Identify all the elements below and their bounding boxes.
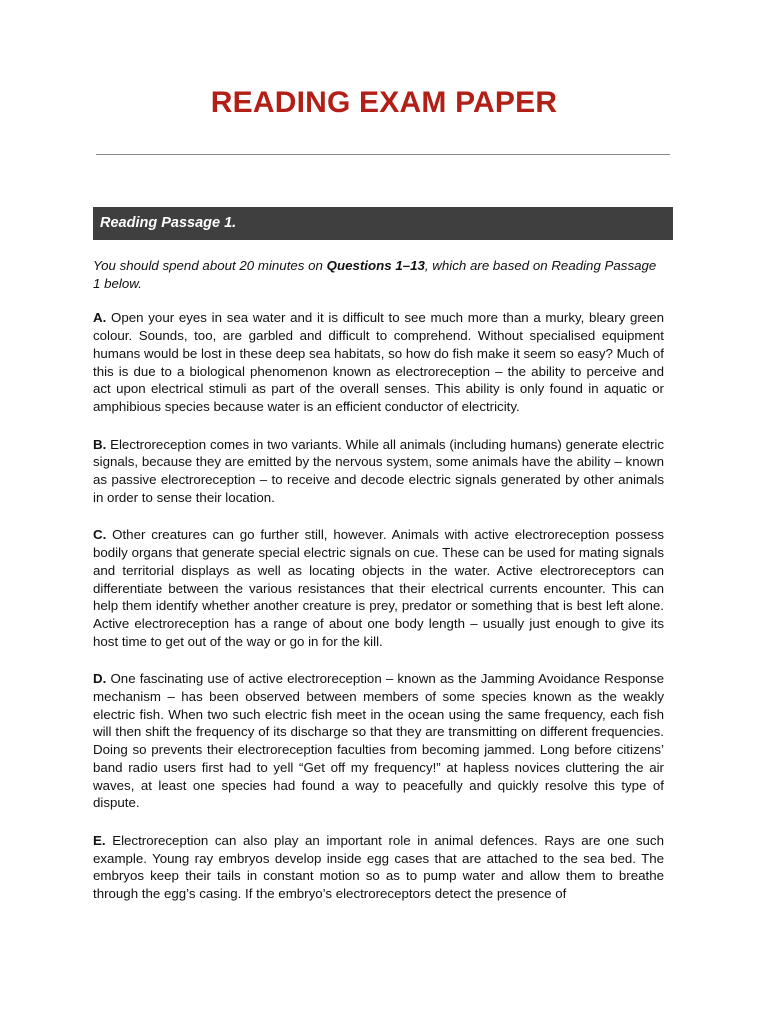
paragraph-c — [93, 526, 664, 650]
title-divider — [96, 154, 670, 155]
instructions-questions: Questions 1–13 — [326, 258, 425, 273]
paragraph-e — [93, 832, 664, 903]
paragraph-text: Other creatures can go further still, however. Animals with active electroreception possess bodily organs that generate special electric signals on cue. These can be used for mating signals and territorial displays as well as locating objects in the water. Active electroreceptors can differentiate between the various resistances that their electrical currents encounter. This can help them identify whether another creature is prey, predator or something that is best left alone. Active electroreception has a range of about one body length – usually just enough to give its host time to get out of the way or go in for the kill. — [93, 527, 664, 649]
instructions-suffix: , which are based on Reading Passage 1 below. — [93, 258, 657, 291]
paragraph-letter: A. — [93, 310, 107, 326]
paragraph-letter: C. — [93, 527, 107, 543]
page-title: READING EXAM PAPER — [210, 86, 558, 119]
paragraph-text: Open your eyes in sea water and it is difficult to see much more than a murky, bleary green colour. Sounds, too, are garbled and difficult to comprehend. Without specialised equipment humans would be lost in these deep sea habitats, so how do fish make it seem so easy? Much of this is due to a biological phenomenon known as electroreception – the ability to perceive and act upon electrical stimuli as part of the overall senses. This ability is only found in aquatic or amphibious species because water is an efficient conductor of electricity. — [93, 310, 664, 414]
passage-content — [93, 257, 664, 923]
paragraph-text: Electroreception can also play an important role in animal defences. Rays are one such example. Young ray embryos develop inside egg cases that are attached to the sea bed. The embryos keep their tails in constant motion so as to pump water and allow them to breathe through the egg’s casing. If the embryo’s electroreceptors detect the presence of — [93, 832, 664, 902]
instructions-prefix: You should spend about 20 minutes on — [93, 258, 327, 273]
section-header-bar — [93, 207, 673, 240]
paragraph-letter: D. — [93, 671, 107, 687]
section-title: Reading Passage 1. — [100, 215, 237, 231]
paragraph-letter: E. — [93, 832, 106, 848]
paragraph-letter: B. — [93, 436, 107, 452]
instructions — [93, 257, 664, 292]
paragraph-text: One fascinating use of active electroreception – known as the Jamming Avoidance Response mechanism – has been observed between members of some species known as the weakly electric fish. When two such electric fish meet in the ocean using the same frequency, each fish will then shift the frequency of its discharge so that they are transmitting on different frequencies. Doing so prevents their electroreception faculties from becoming jammed. Long before citizens’ band radio users first had to yell “Get off my frequency!” at hapless novices cluttering the air waves, at least one species had found a way to peacefully and quickly resolve this type of dispute. — [93, 671, 664, 811]
paragraph-d — [93, 670, 664, 812]
paragraph-b — [93, 436, 664, 507]
paragraph-a — [93, 309, 664, 415]
paragraph-text: Electroreception comes in two variants. While all animals (including humans) generate electric signals, because they are emitted by the nervous system, some animals have the ability – known as passive electroreception – to receive and decode electric signals generated by other animals in order to sense their location. — [93, 436, 664, 505]
